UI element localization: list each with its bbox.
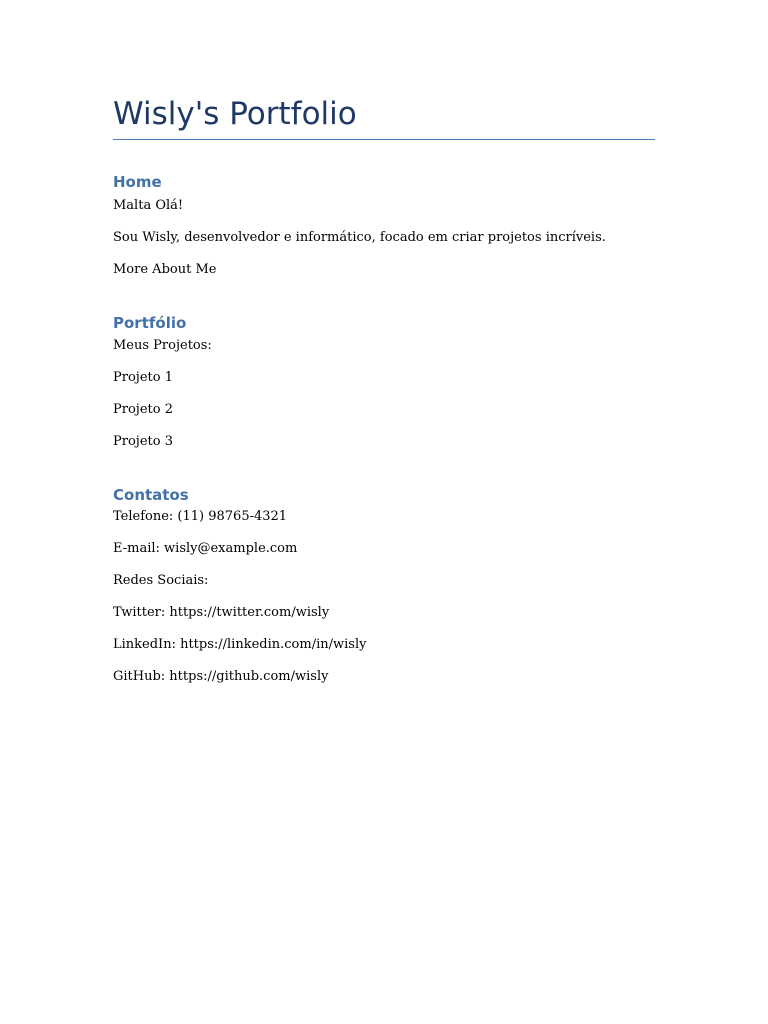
social-twitter: Twitter: https://twitter.com/wisly [113, 605, 330, 620]
section-heading-home: Home [113, 173, 162, 191]
projects-label: Meus Projetos: [113, 338, 212, 353]
contact-phone: Telefone: (11) 98765-4321 [113, 509, 288, 524]
project-item-3: Projeto 3 [113, 434, 173, 449]
social-label: Redes Sociais: [113, 573, 209, 588]
more-about-me-text: More About Me [113, 262, 217, 277]
project-item-1: Projeto 1 [113, 370, 173, 385]
project-item-2: Projeto 2 [113, 402, 173, 417]
section-heading-contacts: Contatos [113, 486, 189, 504]
section-heading-portfolio: Portfólio [113, 314, 187, 332]
title-divider [113, 139, 655, 140]
social-linkedin: LinkedIn: https://linkedin.com/in/wisly [113, 637, 367, 652]
home-intro: Sou Wisly, desenvolvedor e informático, focado em criar projetos incríveis. [113, 230, 606, 245]
social-github: GitHub: https://github.com/wisly [113, 669, 329, 684]
contact-email: E-mail: wisly@example.com [113, 541, 298, 556]
page-title: Wisly's Portfolio [113, 96, 357, 132]
home-greeting: Malta Olá! [113, 198, 184, 213]
